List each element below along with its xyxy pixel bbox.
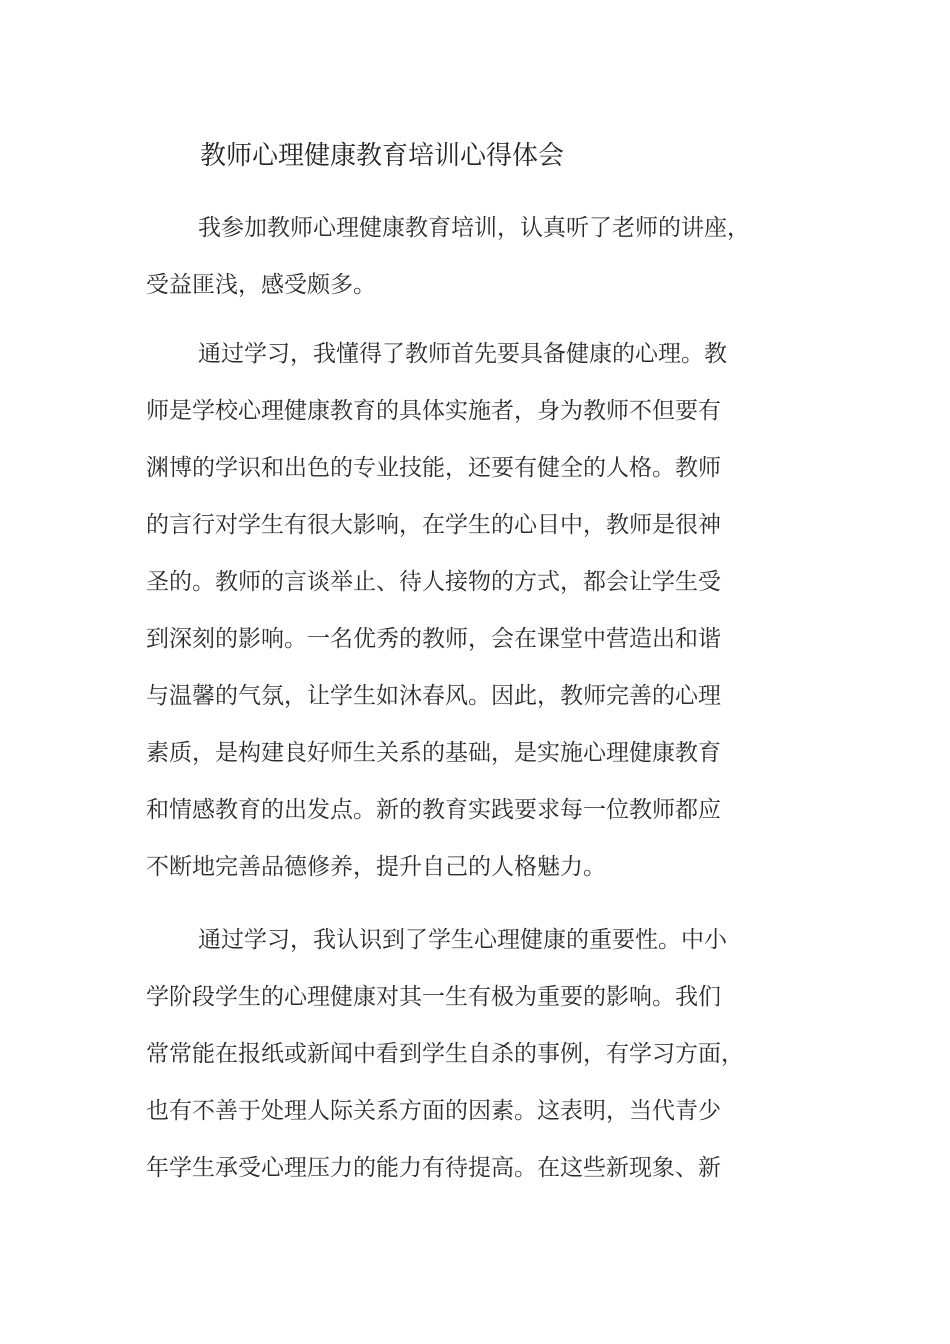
paragraph-line: 师是学校心理健康教育的具体实施者，身为教师不但要有	[146, 398, 721, 424]
document-title: 教师心理健康教育培训心得体会	[200, 141, 565, 171]
paragraph-line: 受益匪浅，感受颇多。	[146, 272, 376, 298]
paragraph-2	[146, 326, 806, 896]
paragraph-line: 学阶段学生的心理健康对其一生有极为重要的影响。我们	[146, 984, 721, 1010]
paragraph-line: 也有不善于处理人际关系方面的因素。这表明，当代青少	[146, 1098, 721, 1124]
paragraph-line: 圣的。教师的言谈举止、待人接物的方式，都会让学生受	[146, 569, 721, 595]
paragraph-line: 和情感教育的出发点。新的教育实践要求每一位教师都应	[146, 797, 721, 823]
paragraph-line: 与温馨的气氛，让学生如沐春风。因此，教师完善的心理	[146, 683, 721, 709]
paragraph-line: 渊博的学识和出色的专业技能，还要有健全的人格。教师	[146, 455, 721, 481]
paragraph-line: 通过学习，我认识到了学生心理健康的重要性。中小	[198, 927, 727, 953]
paragraph-line: 素质，是构建良好师生关系的基础，是实施心理健康教育	[146, 740, 721, 766]
paragraph-3	[146, 912, 806, 1197]
paragraph-line: 不断地完善品德修养，提升自己的人格魅力。	[146, 854, 606, 880]
paragraph-line: 常常能在报纸或新闻中看到学生自杀的事例，有学习方面，	[146, 1041, 744, 1067]
paragraph-line: 我参加教师心理健康教育培训，认真听了老师的讲座，	[198, 215, 750, 241]
paragraph-line: 的言行对学生有很大影响，在学生的心目中，教师是很神	[146, 512, 721, 538]
paragraph-1	[146, 200, 806, 314]
paragraph-line: 年学生承受心理压力的能力有待提高。在这些新现象、新	[146, 1155, 721, 1181]
paragraph-line: 到深刻的影响。一名优秀的教师，会在课堂中营造出和谐	[146, 626, 721, 652]
paragraph-line: 通过学习，我懂得了教师首先要具备健康的心理。教	[198, 341, 727, 367]
